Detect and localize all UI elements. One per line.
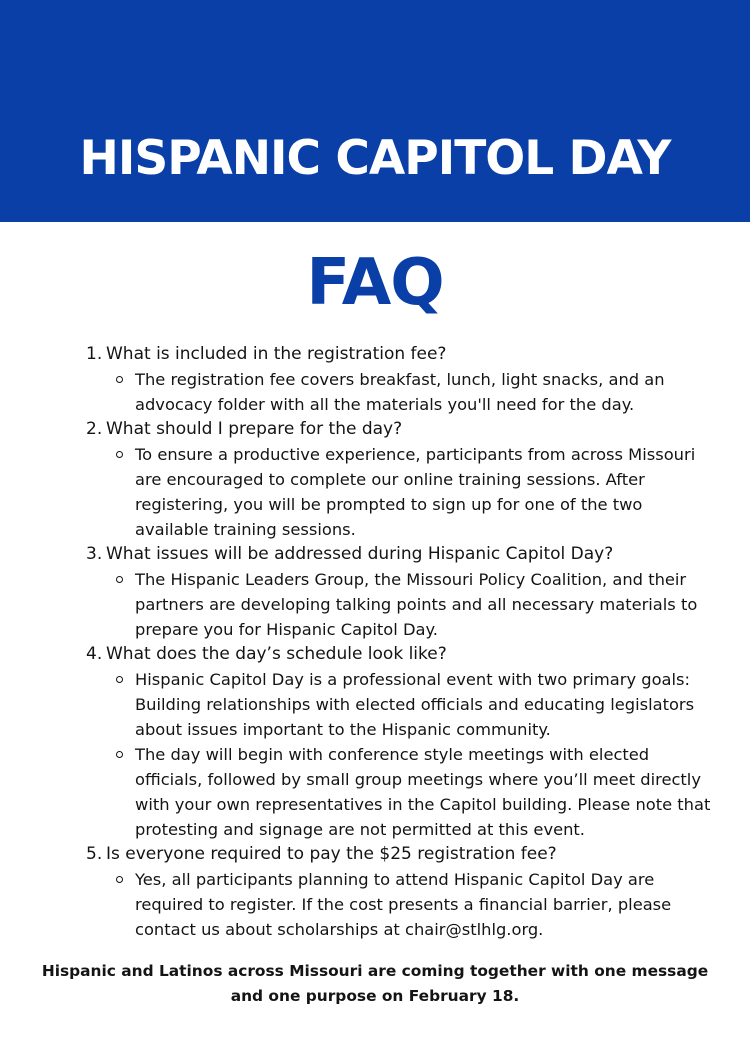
faq-list — [0, 342, 750, 942]
question-number: 3. — [86, 544, 103, 564]
answer-list — [0, 367, 750, 417]
answer-line: The day will begin with conference style meetings with elected — [135, 745, 650, 764]
answer-line: advocacy folder with all the materials you'll need for the day. — [135, 395, 635, 414]
question-text: What is included in the registration fee? — [106, 344, 447, 364]
faq-question — [0, 417, 750, 442]
hollow-bullet-icon — [116, 676, 123, 683]
faq-item — [0, 342, 750, 417]
answer-line: The registration fee covers breakfast, lunch, light snacks, and an — [135, 370, 665, 389]
faq-question — [0, 342, 750, 367]
question-text: Is everyone required to pay the $25 registration fee? — [106, 844, 557, 864]
answer-list — [0, 442, 750, 542]
answer-list — [0, 567, 750, 642]
answer-line: with your own representatives in the Capitol building. Please note that — [135, 795, 711, 814]
answer-line: contact us about scholarships at chair@stlhlg.org. — [135, 920, 544, 939]
hollow-bullet-icon — [116, 876, 123, 883]
question-text: What should I prepare for the day? — [106, 419, 403, 439]
faq-answer — [0, 442, 750, 542]
answer-line: available training sessions. — [135, 520, 356, 539]
faq-question — [0, 842, 750, 867]
question-text: What does the day’s schedule look like? — [106, 644, 447, 664]
answer-list — [0, 867, 750, 942]
hollow-bullet-icon — [116, 751, 123, 758]
answer-line: prepare you for Hispanic Capitol Day. — [135, 620, 438, 639]
answer-line: Building relationships with elected officials and educating legislators — [135, 695, 695, 714]
answer-line: Hispanic Capitol Day is a professional event with two primary goals: — [135, 670, 691, 689]
footer-line: and one purpose on February 18. — [230, 987, 520, 1005]
question-number: 4. — [86, 644, 103, 664]
faq-question — [0, 642, 750, 667]
answer-line: officials, followed by small group meetings where you’ll meet directly — [135, 770, 701, 789]
faq-heading: FAQ — [306, 246, 444, 320]
answer-line: registering, you will be prompted to sign up for one of the two — [135, 495, 643, 514]
question-text: What issues will be addressed during Hispanic Capitol Day? — [106, 544, 614, 564]
answer-list — [0, 667, 750, 842]
faq-item — [0, 417, 750, 542]
faq-question — [0, 542, 750, 567]
question-number: 5. — [86, 844, 103, 864]
header-banner — [0, 0, 750, 222]
answer-line: To ensure a productive experience, participants from across Missouri — [135, 445, 696, 464]
footer-line: Hispanic and Latinos across Missouri are coming together with one message — [41, 962, 709, 980]
faq-item — [0, 542, 750, 642]
page-title: HISPANIC CAPITOL DAY — [79, 131, 671, 186]
footer-message — [0, 959, 750, 1009]
faq-answer — [0, 667, 750, 742]
faq-item — [0, 842, 750, 942]
hollow-bullet-icon — [116, 451, 123, 458]
answer-line: protesting and signage are not permitted at this event. — [135, 820, 585, 839]
faq-answer — [0, 742, 750, 842]
answer-line: about issues important to the Hispanic community. — [135, 720, 551, 739]
answer-line: The Hispanic Leaders Group, the Missouri Policy Coalition, and their — [135, 570, 687, 589]
answer-line: Yes, all participants planning to attend Hispanic Capitol Day are — [135, 870, 655, 889]
faq-answer — [0, 567, 750, 642]
faq-answer — [0, 367, 750, 417]
question-number: 1. — [86, 344, 103, 364]
faq-item — [0, 642, 750, 842]
hollow-bullet-icon — [116, 576, 123, 583]
question-number: 2. — [86, 419, 103, 439]
answer-line: are encouraged to complete our online training sessions. After — [135, 470, 645, 489]
faq-answer — [0, 867, 750, 942]
answer-line: partners are developing talking points and all necessary materials to — [135, 595, 698, 614]
hollow-bullet-icon — [116, 376, 123, 383]
answer-line: required to register. If the cost presents a financial barrier, please — [135, 895, 672, 914]
